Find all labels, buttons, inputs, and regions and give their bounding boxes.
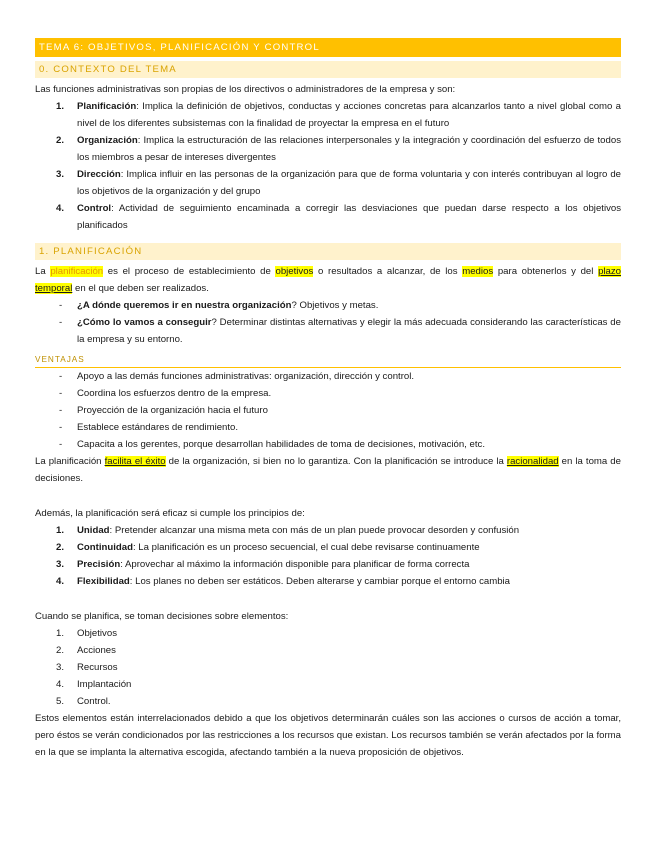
list-item: 4. Flexibilidad: Los planes no deben ser estáticos. Deben alterarse y cambiar porque el entorno cambia [56, 576, 511, 587]
section-heading-contexto: 0. CONTEXTO DEL TEMA [35, 61, 621, 78]
subsection-heading-ventajas: VENTAJAS [35, 354, 621, 368]
list-item: 4. Control: Actividad de seguimiento encaminada a corregir las desviaciones que puedan darse respecto a los objetivos planificados [56, 203, 621, 231]
elementos-closing: Estos elementos están interrelacionados debido a que los objetivos determinarán cuáles son las acciones o cursos de acción a tomar, pero éstos se verán condicionados por las restricciones a los recursos que existan. Los recursos también se verán afectados por la forma en la que se implanta la alternativa escogida, afectando también a la nueva proposición de objetivos. [35, 713, 621, 758]
ventajas-list [35, 368, 621, 453]
list-item: 5. Control. [56, 696, 111, 707]
questions-list [35, 297, 621, 348]
list-item: 3. Precisión: Aprovechar al máximo la información disponible para planificar de forma correcta [56, 559, 470, 570]
document-title: TEMA 6: OBJETIVOS, PLANIFICACIÓN Y CONTROL [35, 38, 621, 57]
list-item: 3. Recursos [56, 662, 118, 673]
list-item: - Capacita a los gerentes, porque desarrollan habilidades de toma de decisiones, motivación, etc. [59, 439, 485, 450]
elementos-intro: Cuando se planifica, se toman decisiones sobre elementos: [35, 611, 289, 622]
list-item: 1. Unidad: Pretender alcanzar una misma meta con más de un plan puede provocar desorden y confusión [56, 525, 520, 536]
funciones-list [35, 98, 621, 234]
list-item: - Coordina los esfuerzos dentro de la empresa. [59, 388, 272, 399]
contexto-intro: Las funciones administrativas son propias de los directivos o administradores de la empresa y son: [35, 84, 456, 95]
list-item: - Apoyo a las demás funciones administrativas: organización, dirección y control. [59, 371, 415, 382]
ventajas-summary: La planificación facilita el éxito de la organización, si bien no lo garantiza. Con la planificación se introduce la racionalidad en la toma de decisiones. [35, 456, 621, 484]
list-item: 3. Dirección: Implica influir en las personas de la organización para que de forma voluntaria y con interés contribuyan al logro de los objetivos de la organización y del grupo [56, 169, 621, 197]
planificacion-definition: La planificación es el proceso de establecimiento de objetivos o resultados a alcanzar, de los medios para obtenerlos y del plazo temporal en el que deben ser realizados. [35, 266, 621, 294]
principios-list [35, 522, 621, 590]
list-item: - Proyección de la organización hacia el futuro [59, 405, 268, 416]
list-item: - Establece estándares de rendimiento. [59, 422, 239, 433]
list-item: 2. Organización: Implica la estructuración de las relaciones interpersonales y la integración y coordinación del esfuerzo de todos los miembros a pesar de intereses divergentes [56, 135, 621, 163]
list-item: 1. Planificación: Implica la definición de objetivos, conductas y acciones concretas para alcanzarlos tanto a nivel global como a nivel de los diferentes subsistemas con la finalidad de proyectar la empresa en el futuro [56, 101, 621, 129]
list-item: 2. Continuidad: La planificación es un proceso secuencial, el cual debe revisarse continuamente [56, 542, 480, 553]
principios-intro: Además, la planificación será eficaz si cumple los principios de: [35, 508, 305, 519]
list-item: - ¿Cómo lo vamos a conseguir? Determinar distintas alternativas y elegir la más adecuada considerando las características de la empresa y su entorno. [59, 317, 621, 345]
list-item: 1. Objetivos [56, 628, 117, 639]
elementos-list [35, 625, 621, 710]
document-page [35, 38, 621, 761]
list-item: 4. Implantación [56, 679, 132, 690]
section-heading-planificacion: 1. PLANIFICACIÓN [35, 243, 621, 260]
list-item: - ¿A dónde queremos ir en nuestra organización? Objetivos y metas. [59, 300, 379, 311]
list-item: 2. Acciones [56, 645, 116, 656]
